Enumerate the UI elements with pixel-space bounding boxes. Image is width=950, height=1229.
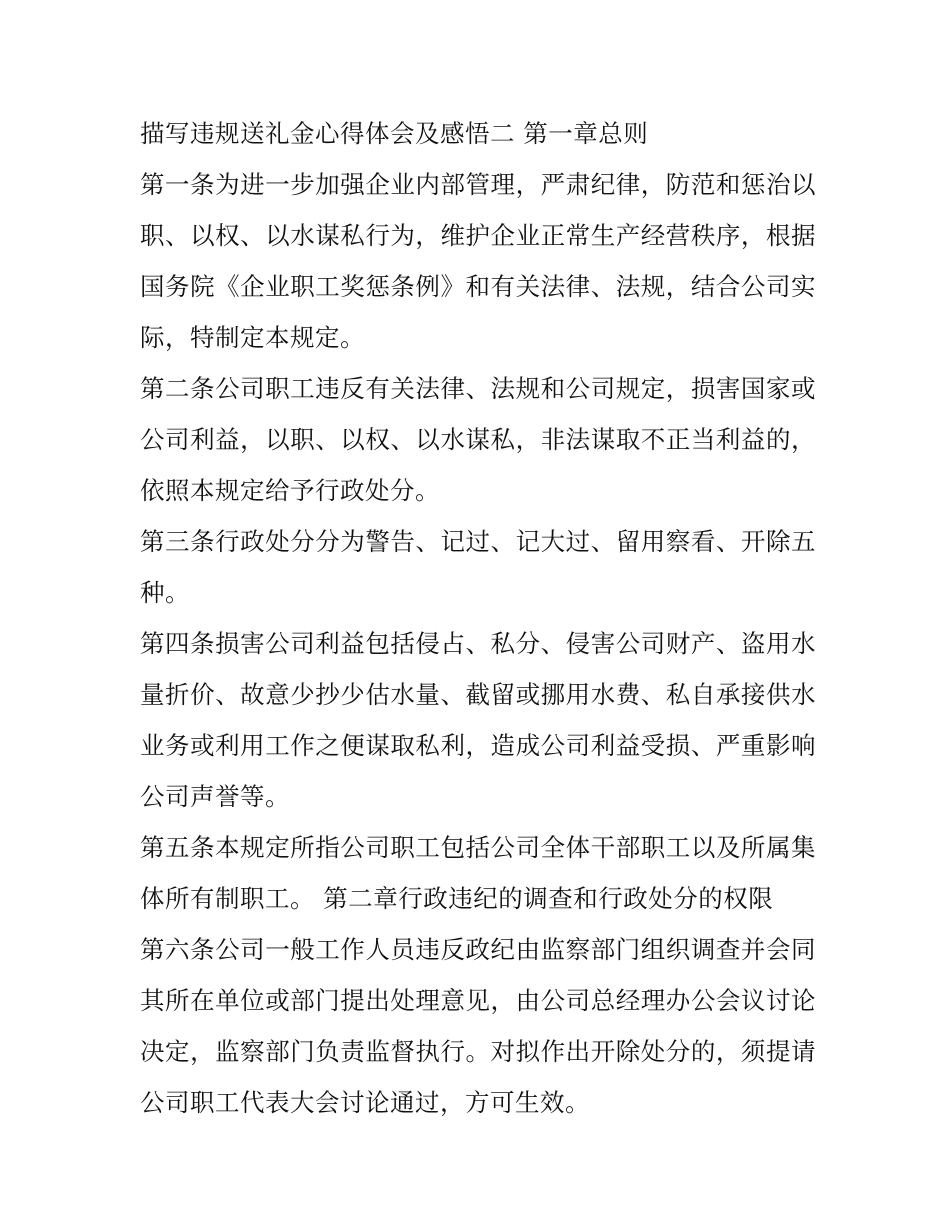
- paragraph-article-1: 第一条为进一步加强企业内部管理，严肃纪律，防范和惩治以职、以权、以水谋私行为，维护企业正常生产经营秩序，根据国务院《企业职工奖惩条例》和有关法律、法规，结合公司实际，特制定本规定。: [140, 170, 816, 352]
- paragraph-article-4: 第四条损害公司利益包括侵占、私分、侵害公司财产、盗用水量折价、故意少抄少估水量、截留或挪用水费、私自承接供水业务或利用工作之便谋取私利，造成公司利益受损、严重影响公司声誉等。: [140, 629, 816, 811]
- paragraph-article-6: 第六条公司一般工作人员违反政纪由监察部门组织调查并会同其所在单位或部门提出处理意见，由公司总经理办公会议讨论决定，监察部门负责监督执行。对拟作出开除处分的，须提请公司职工代表大会讨论通过，方可生效。: [140, 935, 816, 1117]
- document-body: [140, 108, 816, 1128]
- paragraph-title-line: 描写违规送礼金心得体会及感悟二 第一章总则: [140, 119, 649, 148]
- paragraph-article-5: 第五条本规定所指公司职工包括公司全体干部职工以及所属集体所有制职工。 第二章行政违纪的调查和行政处分的权限: [140, 833, 816, 913]
- paragraph-article-3: 第三条行政处分分为警告、记过、记大过、留用察看、开除五种。: [140, 527, 816, 607]
- paragraph-article-2: 第二条公司职工违反有关法律、法规和公司规定，损害国家或公司利益，以职、以权、以水谋私，非法谋取不正当利益的，依照本规定给予行政处分。: [140, 374, 816, 505]
